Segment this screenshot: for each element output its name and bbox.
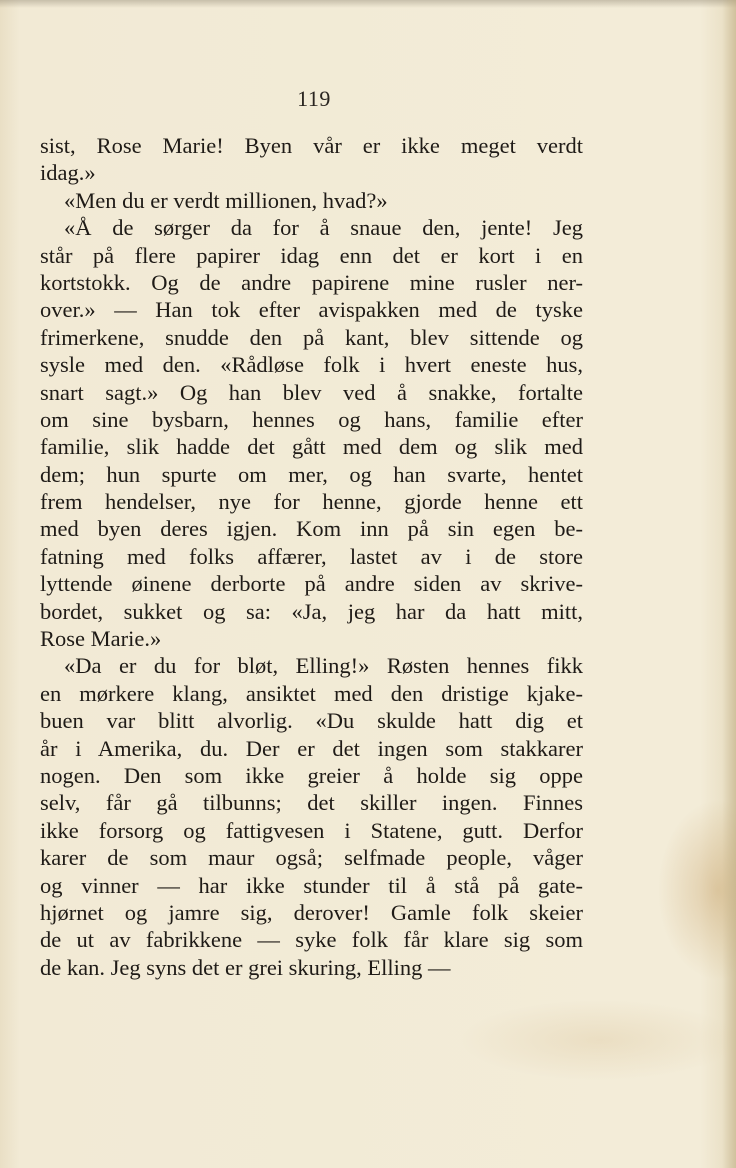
text-line: år i Amerika, du. Der er det ingen som stakkarer	[40, 735, 583, 761]
text-line: Rose Marie.»	[40, 626, 162, 652]
text-line: idag.»	[40, 160, 96, 186]
text-line: frimerkene, snudde den på kant, blev sittende og	[40, 324, 583, 350]
text-line: en mørkere klang, ansiktet med den dristige kjake-	[40, 680, 583, 706]
text-line: bordet, sukket og sa: «Ja, jeg har da hatt mitt,	[40, 598, 583, 624]
text-line: de ut av fabrikkene — syke folk får klare sig som	[40, 927, 583, 953]
text-line: karer de som maur også; selfmade people, våger	[40, 845, 583, 871]
text-line: med byen deres igjen. Kom inn på sin egen be-	[40, 516, 583, 542]
text-line: frem hendelser, nye for henne, gjorde henne ett	[40, 489, 583, 515]
text-line: sysle med den. «Rådløse folk i hvert eneste hus,	[40, 352, 583, 378]
text-line: og vinner — har ikke stunder til å stå på gate-	[40, 872, 583, 898]
text-line: de kan. Jeg syns det er grei skuring, Elling —	[40, 954, 451, 980]
text-line: familie, slik hadde det gått med dem og slik med	[40, 434, 583, 460]
text-line: «Å de sørger da for å snaue den, jente! Jeg	[64, 215, 583, 241]
page-right-edge	[722, 0, 736, 1168]
page-top-edge	[0, 0, 736, 8]
text-line: står på flere papirer idag enn det er kort i en	[40, 242, 583, 268]
text-line: hjørnet og jamre sig, derover! Gamle folk skeier	[40, 899, 583, 925]
text-line: «Da er du for bløt, Elling!» Røsten hennes fikk	[64, 653, 583, 679]
text-line: snart sagt.» Og han blev ved å snakke, fortalte	[40, 379, 583, 405]
text-line: ikke forsorg og fattigvesen i Statene, gutt. Derfor	[40, 817, 583, 843]
text-line: dem; hun spurte om mer, og han svarte, hentet	[40, 461, 583, 487]
text-line: om sine bysbarn, hennes og hans, familie efter	[40, 406, 583, 432]
body-text	[40, 132, 583, 981]
text-line: buen var blitt alvorlig. «Du skulde hatt dig et	[40, 708, 583, 734]
text-line: selv, får gå tilbunns; det skiller ingen. Finnes	[40, 790, 583, 816]
text-line: over.» — Han tok efter avispakken med de tyske	[40, 297, 583, 323]
text-line: nogen. Den som ikke greier å holde sig oppe	[40, 762, 583, 788]
text-line: kortstokk. Og de andre papirene mine rusler ner-	[40, 269, 583, 295]
page-number: 119	[297, 86, 331, 111]
text-line: fatning med folks affærer, lastet av i de store	[40, 543, 583, 569]
text-line: «Men du er verdt millionen, hvad?»	[64, 187, 388, 213]
text-line: sist, Rose Marie! Byen vår er ikke meget verdt	[40, 133, 583, 158]
text-line: lyttende øinene derborte på andre siden av skrive-	[40, 571, 583, 597]
